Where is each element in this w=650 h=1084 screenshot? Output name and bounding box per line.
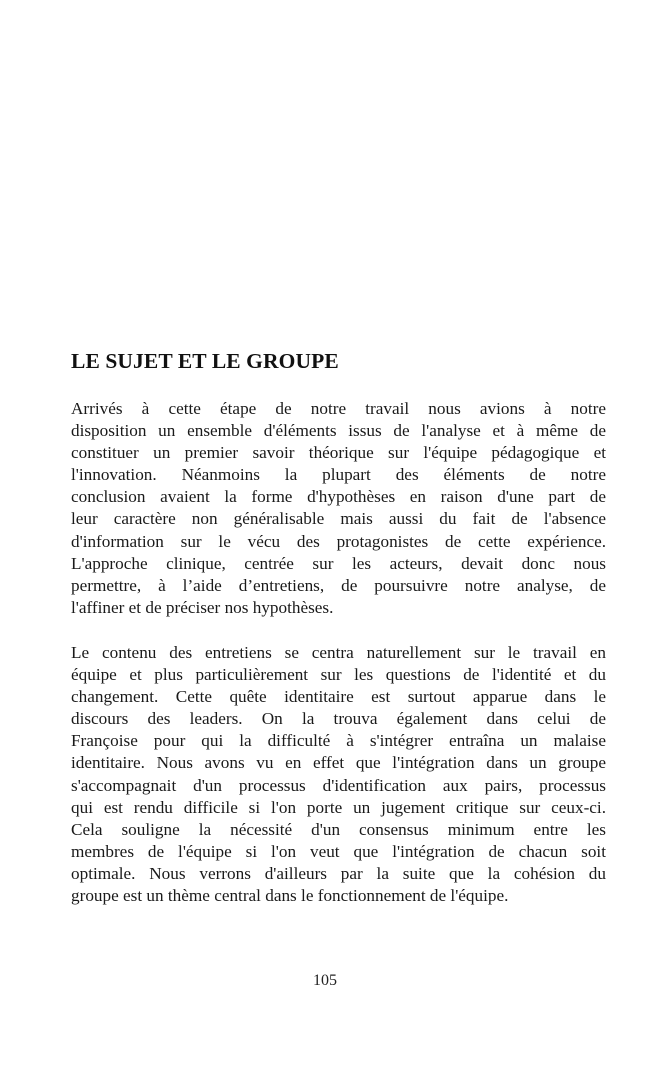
paragraph-line: constituer un premier savoir théorique sur l'équipe pédagogique et [71,443,606,463]
paragraph-line: optimale. Nous verrons d'ailleurs par la suite que la cohésion du [71,863,606,883]
paragraph-line: équipe et plus particulièrement sur les questions de l'identité et du [71,665,606,685]
paragraph-line: d'information sur le vécu des protagonistes de cette expérience. [71,531,606,551]
page-number: 105 [313,972,337,989]
paragraph-line: L'approche clinique, centrée sur les acteurs, devait donc nous [71,553,606,573]
paragraph-line: Françoise pour qui la difficulté à s'intégrer entraîna un malaise [71,731,606,751]
paragraph-line: leur caractère non généralisable mais aussi du fait de l'absence [71,509,606,529]
chapter-title: LE SUJET ET LE GROUPE [71,349,339,373]
paragraph-line: membres de l'équipe si l'on veut que l'intégration de chacun soit [71,841,606,861]
paragraph-line: qui est rendu difficile si l'on porte un jugement critique sur ceux-ci. [71,797,606,817]
paragraph-line: l'affiner et de préciser nos hypothèses. [71,597,334,617]
paragraph-2 [71,642,606,907]
paragraph-line: l'innovation. Néanmoins la plupart des éléments de notre [71,465,606,485]
paragraph-line: Cela souligne la nécessité d'un consensus minimum entre les [71,819,606,839]
paragraph-line: discours des leaders. On la trouva également dans celui de [71,709,606,729]
paragraph-line: groupe est un thème central dans le fonctionnement de l'équipe. [71,886,509,906]
paragraph-1 [71,398,606,619]
paragraph-line: Arrivés à cette étape de notre travail nous avions à notre [71,399,606,418]
paragraph-line: permettre, à l’aide d’entretiens, de poursuivre notre analyse, de [71,575,606,595]
paragraph-line: s'accompagnait d'un processus d'identification aux pairs, processus [71,775,606,795]
paragraph-line: identitaire. Nous avons vu en effet que l'intégration dans un groupe [71,753,606,773]
paragraph-line: disposition un ensemble d'éléments issus de l'analyse et à même de [71,421,606,441]
paragraph-line: Le contenu des entretiens se centra naturellement sur le travail en [71,643,606,662]
paragraph-line: changement. Cette quête identitaire est surtout apparue dans le [71,687,606,707]
paragraph-line: conclusion avaient la forme d'hypothèses en raison d'une part de [71,487,606,507]
